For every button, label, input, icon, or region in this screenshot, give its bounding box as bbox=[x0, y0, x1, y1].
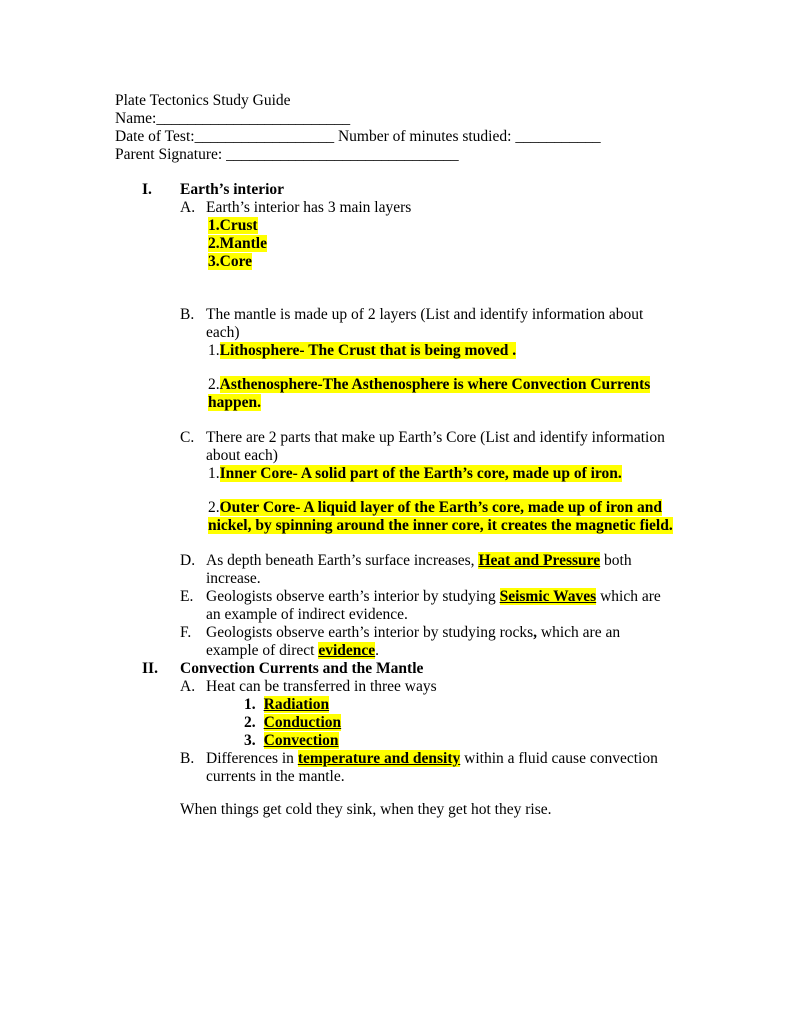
item-1f-post-text: . bbox=[375, 642, 380, 659]
definition-asthenosphere bbox=[208, 376, 676, 412]
item-1d-body bbox=[206, 552, 676, 588]
layer-mantle-text: 2.Mantle bbox=[208, 235, 267, 252]
closing-note: When things get cold they sink, when they get hot they rise. bbox=[180, 801, 552, 818]
item-1b bbox=[180, 306, 679, 412]
item-1e-label: E. bbox=[180, 588, 194, 605]
layer-crust-text: 1.Crust bbox=[208, 217, 258, 234]
seismic-waves-highlight: Seismic Waves bbox=[499, 588, 597, 605]
heat-and-pressure-highlight: Heat and Pressure bbox=[478, 552, 601, 569]
section-2-heading bbox=[142, 660, 679, 678]
item-1b-body bbox=[206, 306, 676, 412]
section-1-numeral: I. bbox=[142, 181, 152, 198]
temperature-density-highlight: temperature and density bbox=[297, 750, 461, 767]
parent-signature-label: Parent Signature: bbox=[115, 146, 227, 163]
way-radiation-text: Radiation bbox=[263, 696, 330, 713]
date-blank-field: __________________ bbox=[194, 128, 335, 145]
name-blank-field: _________________________ bbox=[156, 110, 351, 127]
item-1b-label: B. bbox=[180, 306, 195, 323]
item-2b-body bbox=[206, 750, 676, 786]
evidence-highlight: evidence bbox=[318, 642, 376, 659]
definition-inner-core-text: Inner Core- A solid part of the Earth’s core, made up of iron. bbox=[219, 465, 622, 482]
item-2a-body bbox=[206, 678, 676, 750]
item-1c-text: There are 2 parts that make up Earth’s Core (List and identify information about each) bbox=[206, 429, 665, 464]
item-2b-label: B. bbox=[180, 750, 195, 767]
item-1c-label: C. bbox=[180, 429, 195, 446]
parent-signature-line bbox=[115, 146, 679, 164]
item-1c-body bbox=[206, 429, 676, 535]
way-number: 1. bbox=[244, 696, 256, 713]
item-1f-pre-text: Geologists observe earth’s interior by studying rocks bbox=[206, 624, 534, 641]
item-1d bbox=[180, 552, 679, 588]
section-1-heading bbox=[142, 181, 679, 199]
minutes-studied-label: Number of minutes studied: bbox=[334, 128, 516, 145]
definition-outer-core bbox=[208, 499, 676, 535]
definition-number: 2. bbox=[208, 499, 220, 516]
definition-inner-core bbox=[208, 465, 676, 483]
layer-core-text: 3.Core bbox=[208, 253, 253, 270]
heat-transfer-ways-list bbox=[244, 696, 676, 750]
item-1a-body bbox=[206, 199, 676, 271]
definition-number: 2. bbox=[208, 376, 220, 393]
definition-lithosphere bbox=[208, 342, 676, 360]
way-radiation bbox=[244, 696, 676, 714]
item-2b-pre-text: Differences in bbox=[206, 750, 298, 767]
item-1f-mid-text: which are an example of direct bbox=[206, 624, 621, 659]
way-convection bbox=[244, 732, 676, 750]
item-2b bbox=[180, 750, 679, 786]
item-1a bbox=[180, 199, 679, 271]
minutes-blank-field: ___________ bbox=[515, 128, 601, 145]
layer-item-crust bbox=[208, 217, 676, 235]
way-number: 3. bbox=[244, 732, 256, 749]
item-2b-post-text: within a fluid cause convection currents in the mantle. bbox=[206, 750, 658, 785]
name-label: Name: bbox=[115, 110, 157, 127]
way-conduction-text: Conduction bbox=[263, 714, 342, 731]
section-2-title: Convection Currents and the Mantle bbox=[180, 660, 424, 677]
document-title: Plate Tectonics Study Guide bbox=[115, 92, 291, 109]
layer-item-mantle bbox=[208, 235, 676, 253]
item-1f bbox=[180, 624, 679, 660]
item-1e-post-text: which are an example of indirect evidence. bbox=[206, 588, 661, 623]
item-1d-label: D. bbox=[180, 552, 196, 569]
date-of-test-label: Date of Test: bbox=[115, 128, 195, 145]
layer-item-core bbox=[208, 253, 676, 271]
earth-layers-list bbox=[208, 217, 676, 271]
way-number: 2. bbox=[244, 714, 256, 731]
date-minutes-line bbox=[115, 128, 679, 146]
definition-outer-core-text: Outer Core- A liquid layer of the Earth’s core, made up of iron and nickel, by spinning around the inner core, it creates the magnetic field. bbox=[208, 499, 673, 534]
item-2a bbox=[180, 678, 679, 750]
item-2a-label: A. bbox=[180, 678, 196, 695]
item-1a-label: A. bbox=[180, 199, 196, 216]
item-1f-comma: , bbox=[533, 624, 538, 641]
definition-lithosphere-text: Lithosphere- The Crust that is being moved . bbox=[219, 342, 517, 359]
item-1e-pre-text: Geologists observe earth’s interior by studying bbox=[206, 588, 500, 605]
document-header bbox=[115, 92, 679, 164]
name-line bbox=[115, 110, 679, 128]
item-1e bbox=[180, 588, 679, 624]
section-1-title: Earth’s interior bbox=[180, 181, 285, 198]
way-convection-text: Convection bbox=[263, 732, 339, 749]
item-1a-text: Earth’s interior has 3 main layers bbox=[206, 199, 412, 216]
item-1d-post-text: both increase. bbox=[206, 552, 632, 587]
definition-asthenosphere-text: Asthenosphere-The Asthenosphere is where Convection Currents happen. bbox=[208, 376, 651, 411]
item-2a-text: Heat can be transferred in three ways bbox=[206, 678, 437, 695]
definition-number: 1. bbox=[208, 465, 220, 482]
way-conduction bbox=[244, 714, 676, 732]
item-1e-body bbox=[206, 588, 676, 624]
item-1b-text: The mantle is made up of 2 layers (List and identify information about each) bbox=[206, 306, 644, 341]
definition-number: 1. bbox=[208, 342, 220, 359]
item-1c bbox=[180, 429, 679, 535]
parent-signature-blank-field: ______________________________ bbox=[226, 146, 459, 163]
item-1f-body bbox=[206, 624, 676, 660]
item-1d-pre-text: As depth beneath Earth’s surface increases, bbox=[206, 552, 479, 569]
item-1f-label: F. bbox=[180, 624, 192, 641]
section-2-numeral: II. bbox=[142, 660, 158, 677]
